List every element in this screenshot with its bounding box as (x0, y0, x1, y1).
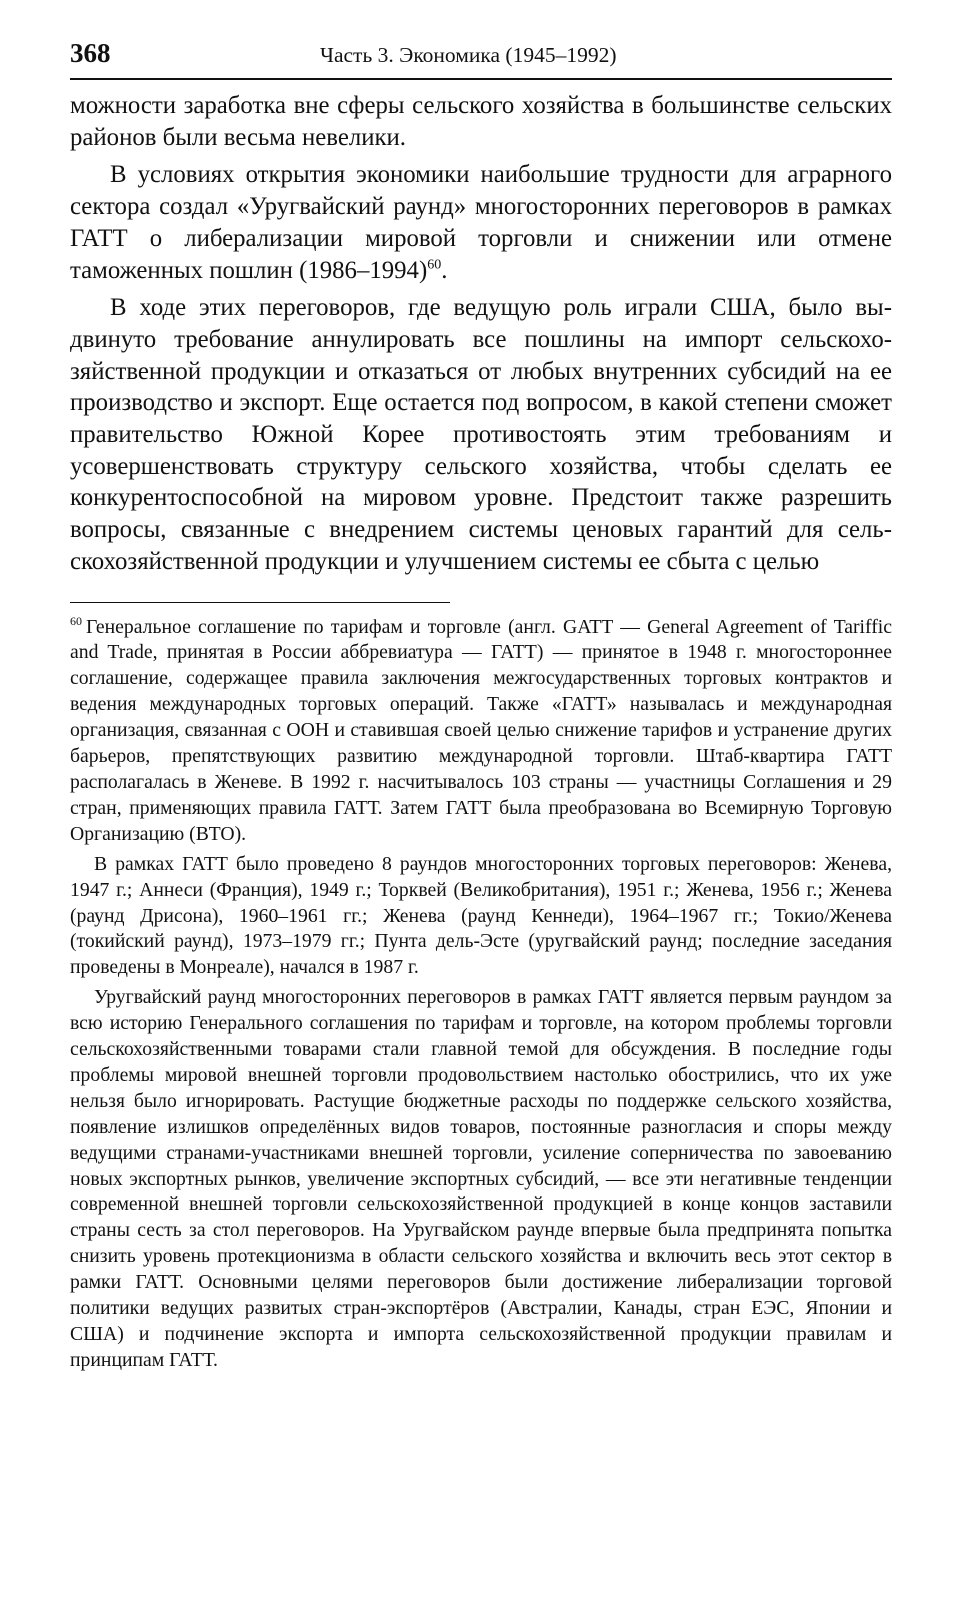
footnote-reference[interactable]: 60 (427, 257, 442, 273)
paragraph-negotiations: В ходе этих переговоров, где ведущую роль играли США, было выдвинуто требование аннулировать все пошлины на импорт сельскохозяйственной продукции и отказаться от любых внутренних субсидий на ее производство и экспорт. Еще остается под вопросом, в какой степени сможет правительство Южной Корее противостоять этим требованиям и усовершенствовать структуру сельского хозяйства, чтобы сделать ее конкурентоспособной на мировом уровне. Предстоит также разрешить вопросы, связанные с внедрением системы ценовых гарантий для сельскохозяйственной продукции и улучшением системы ее сбыта с целью (70, 294, 892, 575)
main-text (70, 90, 892, 578)
paragraph-continued: можности заработка вне сферы сельского хозяйства в большинстве сельских районов были весьма невелики. (70, 92, 892, 151)
footnote-60 (70, 615, 892, 848)
paragraph-uruguay-round (70, 159, 892, 286)
footnote-separator (70, 602, 450, 603)
book-page (70, 38, 892, 1374)
paragraph-text: В условиях открытия экономики наибольшие трудности для аграрного сектора создал «Уругвайский раунд» многосторонних переговоров в рамках ГАТТ о либерализации мировой торговли и снижении или отмене таможенных пошлин (1986–1994) (70, 161, 892, 284)
page-header (70, 38, 892, 80)
footnote-number: 60 (70, 613, 82, 628)
running-title: Часть 3. Экономика (1945–1992) (320, 43, 617, 67)
footnote-paragraph-rounds: В рамках ГАТТ было проведено 8 раундов многосторонних торговых переговоров: Женева, 1947 г.; Аннеси (Франция), 1949 г.; Торквей (Великобритания), 1951 г.; Женева, 1956 г.; Женева (раунд Дрисона), 1960–1961 гг.; Женева (раунд Кеннеди), 1964–1967 гг.; Токио/Женева (токийский раунд), 1973–1979 гг.; Пунта дель-Эсте (уругвайский раунд; последние заседания проведены в Монреале), начался в 1987 г. (70, 852, 892, 979)
footnote-paragraph-uruguay: Уругвайский раунд многосторонних переговоров в рамках ГАТТ является первым раундом за всю историю Генерального соглашения по тарифам и торговле, на котором проблемы торговли сельскохозяйственными товарами стали главной темой для обсуждения. В последние годы проблемы мировой внешней торговли продовольствием настолько обострились, что их уже нельзя было игнорировать. Растущие бюджетные расходы по поддержке сельского хозяйства, появление излишков определённых видов товаров, постоянные разногласия и споры между ведущими странами-участниками внешней торговли, усиление соперничества по завоеванию новых экспортных рынков, увеличение экспортных субсидий, — все эти негативные тенденции современной внешней торговли сельскохозяйственной продукцией в конце концов заставили страны сесть за стол переговоров. На Уругвайском раунде впервые была предпринята попытка снизить уровень протекционизма в области сельского хозяйства и включить весь этот сектор в рамки ГАТТ. Основными целями переговоров были достижение либерализации торговой политики ведущих развитых стран-экспортёров (Австралии, Канады, стран ЕЭС, Японии и США) и подчинение экспорта и импорта сельскохозяйственной продукции правилам и принципам ГАТТ. (70, 986, 892, 1371)
page-number: 368 (70, 38, 111, 68)
paragraph-end: . (441, 256, 448, 284)
footnotes (70, 615, 892, 1374)
footnote-text: Генеральное соглашение по тарифам и торговле (англ. GATT — General Agreement of Tariffic and Trade, принятая в России аббревиатура — ГАТТ) — принятое в 1948 г. многостороннее соглашение, содержащее правила заключения межгосударственных торговых контрактов и ведения международных торговых операций. Также «ГАТТ» называлась и международная организация, связанная с ООН и ставившая своей целью снижение тарифов и устранение других барьеров, препятствующих развитию международной торговли. Штаб-квартира ГАТТ располагалась в Женеве. В 1992 г. насчитывалось 103 страны — участницы Соглашения и 29 стран, применяющих правила ГАТТ. Затем ГАТТ была преобразована во Всемирную Торговую Организацию (ВТО). (70, 615, 892, 845)
